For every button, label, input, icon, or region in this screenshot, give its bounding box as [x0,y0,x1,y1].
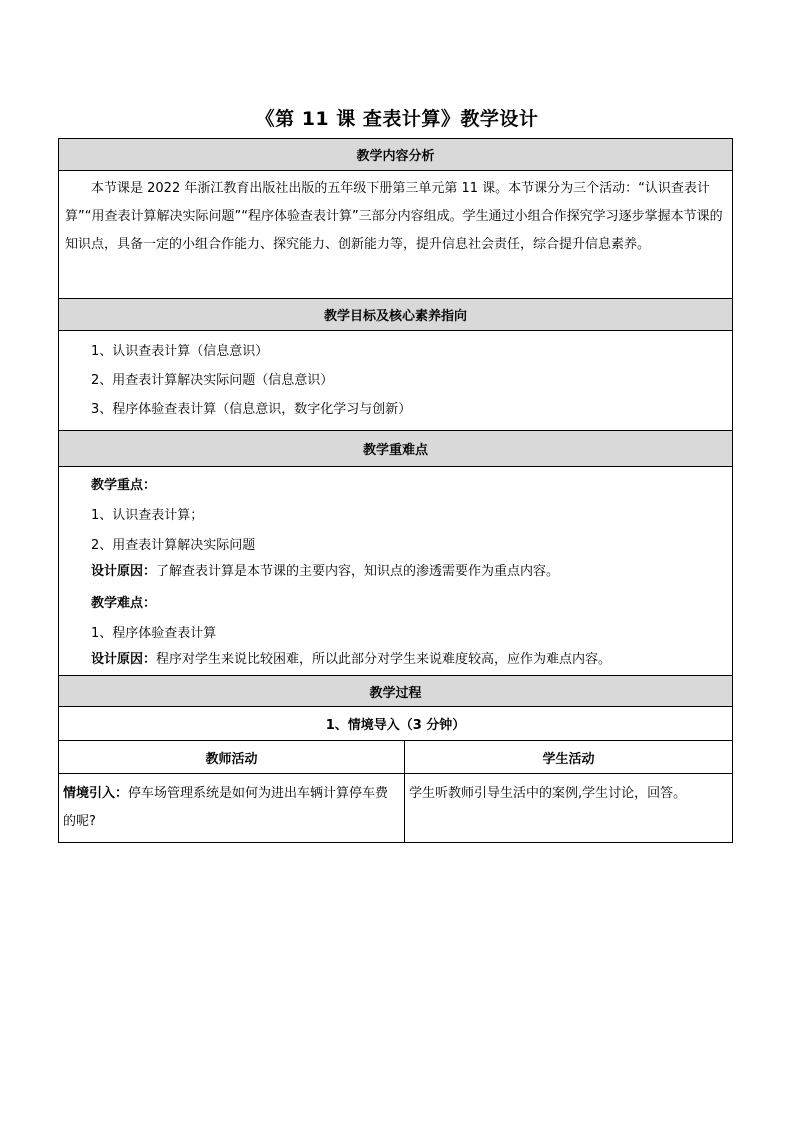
teacher-activity-text: 停车场管理系统是如何为进出车辆计算停车费的呢? [63,786,389,829]
activity-content-row [59,774,733,843]
teacher-activity-label: 情境引入： [63,786,129,801]
goals-cell [59,331,733,431]
hard-reason-text: 程序对学生来说比较困难，所以此部分对学生来说难度较高，应作为难点内容。 [156,652,612,667]
process-header-row [59,676,733,707]
analysis-header-row [59,139,733,171]
keypoints-header: 教学重难点 [59,431,733,467]
process-step-row [59,707,733,741]
process-header: 教学过程 [59,676,733,707]
analysis-cell [59,171,733,299]
student-activity-header: 学生活动 [405,741,733,774]
keypoints-cell [59,467,733,676]
key-point-item: 1、认识查表计算； [91,508,204,523]
process-step-title: 1、情境导入（3 分钟） [59,707,733,741]
hard-points-label: 教学难点： [91,596,157,611]
analysis-paragraph: 本节课是 2022 年浙江教育出版社出版的五年级下册第三单元第 11 课。本节课分为三个活动：“认识查表计算”“用查表计算解决实际问题”“程序体验查表计算”三部分内容组成。学生通过小组合作探究学习逐步掌握本节课的知识点，具备一定的小组合作能力、探究能力、创新能力等，提升信息社会责任，综合提升信息素养。 [65,181,723,252]
activity-columns-row [59,741,733,774]
teacher-activity-cell [59,774,405,843]
teacher-activity-header: 教师活动 [59,741,405,774]
analysis-header: 教学内容分析 [59,139,733,171]
goal-item: 1、认识查表计算（信息意识） [91,344,269,359]
keypoints-body-row [59,467,733,676]
hard-reason-label: 设计原因： [91,652,157,667]
key-reason-label: 设计原因： [91,564,157,579]
lesson-plan-table [58,138,733,843]
hard-point-item: 1、程序体验查表计算 [91,626,217,641]
keypoints-header-row [59,431,733,467]
goal-item: 2、用查表计算解决实际问题（信息意识） [91,373,334,388]
goals-header-row [59,299,733,331]
key-points-label: 教学重点： [91,478,157,493]
goals-header: 教学目标及核心素养指向 [59,299,733,331]
goals-body-row [59,331,733,431]
key-point-item: 2、用查表计算解决实际问题 [91,538,256,553]
student-activity-cell [405,774,733,843]
key-reason-text: 了解查表计算是本节课的主要内容，知识点的渗透需要作为重点内容。 [156,564,560,579]
document-title: 《第 11 课 查表计算》教学设计 [255,108,539,130]
student-activity-text: 学生听教师引导生活中的案例,学生讨论，回答。 [409,786,687,801]
goal-item: 3、程序体验查表计算（信息意识，数字化学习与创新） [91,402,412,417]
analysis-body-row [59,171,733,299]
